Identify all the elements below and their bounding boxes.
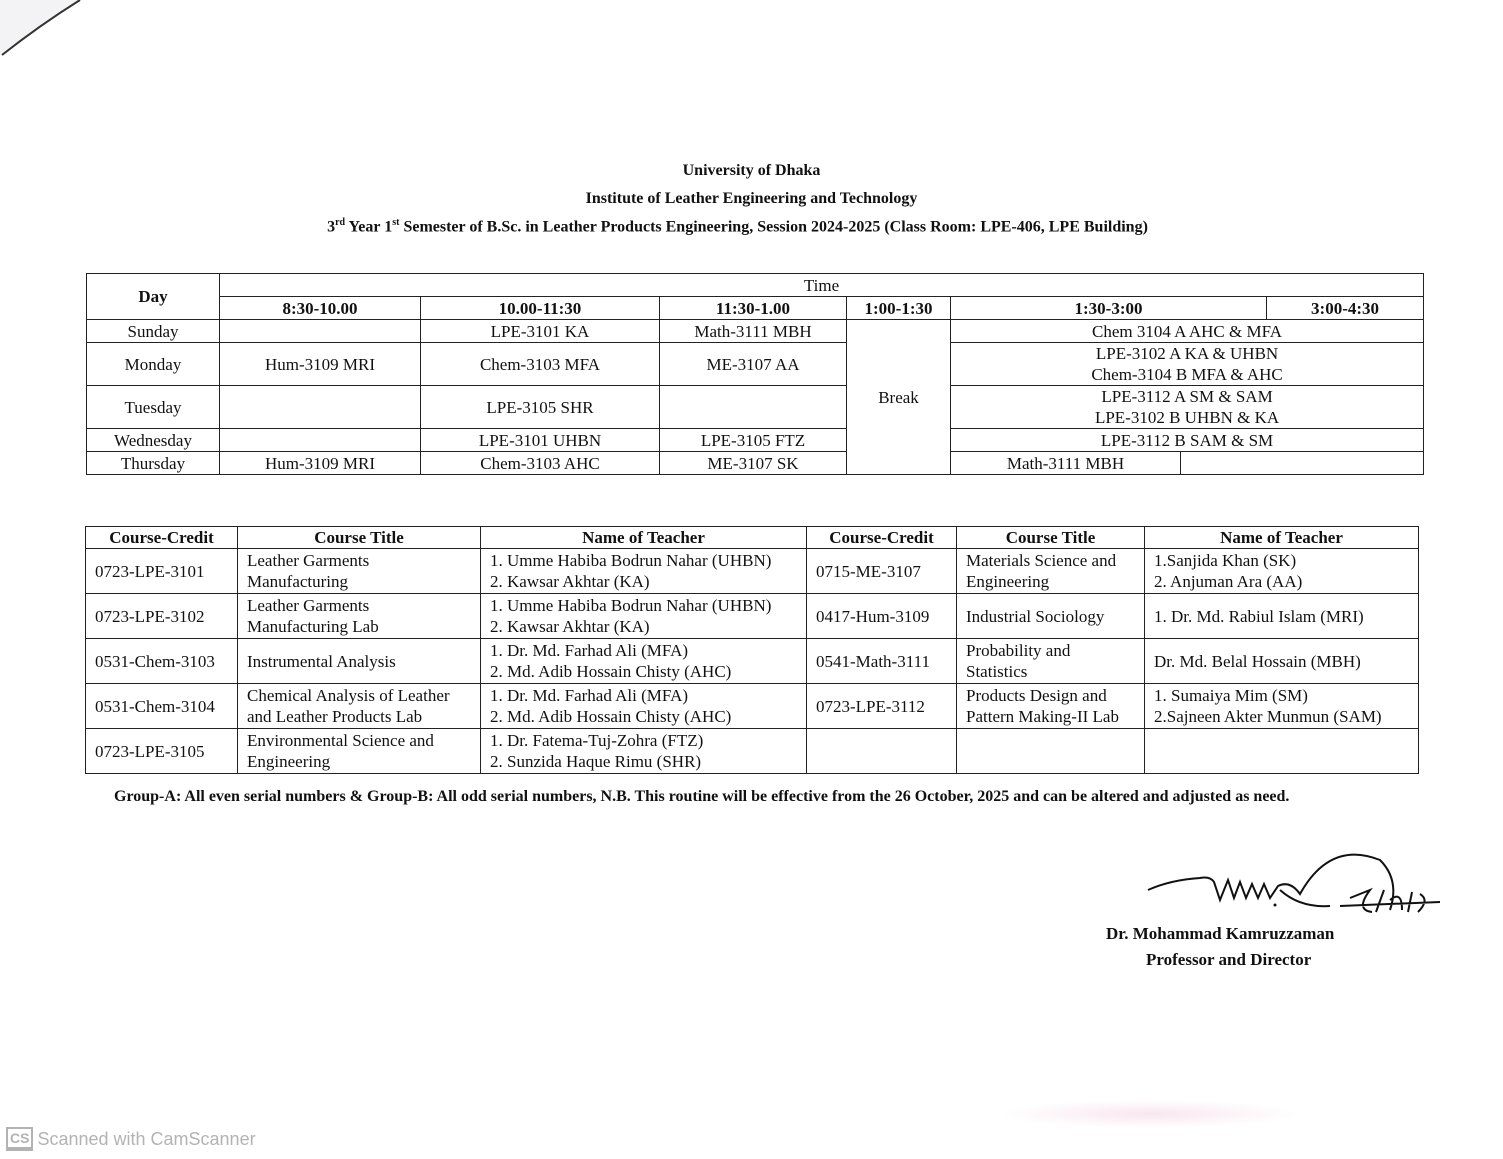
class-cell: LPE-3101 UHBN (421, 429, 660, 452)
course-code: 0417-Hum-3109 (807, 594, 957, 639)
teacher-names: 1. Sumaiya Mim (SM) 2.Sajneen Akter Munmun (SAM) (1145, 684, 1419, 729)
lab-cell: LPE-3112 A SM & SAM LPE-3102 B UHBN & KA (951, 386, 1424, 429)
class-cell (220, 386, 421, 429)
routine-row-thursday (87, 452, 1424, 475)
class-cell: Math-3111 MBH (951, 452, 1181, 475)
course-title: Industrial Sociology (957, 594, 1145, 639)
slot-header: 3:00-4:30 (1267, 297, 1424, 320)
course-code: 0531-Chem-3103 (86, 639, 238, 684)
teacher-names (1145, 729, 1419, 774)
handwritten-signature (1140, 850, 1450, 930)
class-cell: Math-3111 MBH (660, 320, 847, 343)
class-cell: ME-3107 SK (660, 452, 847, 475)
lab-cell: LPE-3102 A KA & UHBN Chem-3104 B MFA & AHC (951, 343, 1424, 386)
class-cell: Chem-3103 AHC (421, 452, 660, 475)
course-row (86, 729, 1419, 774)
course-title: Chemical Analysis of Leather and Leather Products Lab (238, 684, 481, 729)
course-code: 0723-LPE-3105 (86, 729, 238, 774)
course-title: Materials Science and Engineering (957, 549, 1145, 594)
scan-smudge (1000, 1100, 1300, 1128)
day-cell: Sunday (87, 320, 220, 343)
course-code: 0723-LPE-3102 (86, 594, 238, 639)
course-title: Probability and Statistics (957, 639, 1145, 684)
slot-header: 8:30-10.00 (220, 297, 421, 320)
day-header: Day (87, 274, 220, 320)
course-row (86, 594, 1419, 639)
teacher-names: 1. Dr. Fatema-Tuj-Zohra (FTZ) 2. Sunzida Haque Rimu (SHR) (481, 729, 807, 774)
col-header: Name of Teacher (1145, 527, 1419, 549)
time-header: Time (220, 274, 1424, 297)
course-code: 0715-ME-3107 (807, 549, 957, 594)
day-cell: Tuesday (87, 386, 220, 429)
day-cell: Thursday (87, 452, 220, 475)
class-routine-table (86, 273, 1424, 475)
course-row (86, 549, 1419, 594)
slot-header: 1:00-1:30 (847, 297, 951, 320)
signatory-title: Professor and Director (1146, 950, 1312, 969)
routine-note: Group-A: All even serial numbers & Group-B: All odd serial numbers, N.B. This routine will be effective from the 26 October, 2025 and can be altered and adjusted as need. (114, 788, 1290, 805)
university-name: University of Dhaka (682, 162, 821, 179)
semester-title: 3rd Year 1st Semester of B.Sc. in Leather Products Engineering, Session 2024-2025 (Class Room: LPE-406, LPE Building) (327, 217, 1148, 236)
class-cell (220, 320, 421, 343)
routine-row-wednesday (87, 429, 1424, 452)
teacher-names: Dr. Md. Belal Hossain (MBH) (1145, 639, 1419, 684)
class-cell: Hum-3109 MRI (220, 452, 421, 475)
class-cell: LPE-3101 KA (421, 320, 660, 343)
course-row (86, 639, 1419, 684)
course-code: 0531-Chem-3104 (86, 684, 238, 729)
routine-row-monday (87, 343, 1424, 386)
course-title: Instrumental Analysis (238, 639, 481, 684)
break-cell: Break (847, 320, 951, 475)
teacher-names: 1.Sanjida Khan (SK) 2. Anjuman Ara (AA) (1145, 549, 1419, 594)
course-title: Leather Garments Manufacturing (238, 549, 481, 594)
col-header: Course Title (957, 527, 1145, 549)
course-title: Environmental Science and Engineering (238, 729, 481, 774)
course-code (807, 729, 957, 774)
signatory-name: Dr. Mohammad Kamruzzaman (1106, 924, 1335, 943)
class-cell: LPE-3105 FTZ (660, 429, 847, 452)
class-cell: ME-3107 AA (660, 343, 847, 386)
course-title: Leather Garments Manufacturing Lab (238, 594, 481, 639)
class-cell: LPE-3105 SHR (421, 386, 660, 429)
col-header: Name of Teacher (481, 527, 807, 549)
teacher-names: 1. Umme Habiba Bodrun Nahar (UHBN) 2. Kawsar Akhtar (KA) (481, 549, 807, 594)
course-title (957, 729, 1145, 774)
scanner-watermark (6, 1127, 256, 1151)
page-corner-fold (0, 0, 110, 60)
slot-header: 10.00-11:30 (421, 297, 660, 320)
teacher-names: 1. Umme Habiba Bodrun Nahar (UHBN) 2. Kawsar Akhtar (KA) (481, 594, 807, 639)
col-header: Course-Credit (86, 527, 238, 549)
slot-header: 11:30-1.00 (660, 297, 847, 320)
slot-header: 1:30-3:00 (951, 297, 1267, 320)
class-cell: Hum-3109 MRI (220, 343, 421, 386)
teacher-names: 1. Dr. Md. Farhad Ali (MFA) 2. Md. Adib Hossain Chisty (AHC) (481, 639, 807, 684)
watermark-text: Scanned with CamScanner (37, 1128, 256, 1149)
institute-name: Institute of Leather Engineering and Technology (585, 190, 918, 207)
teacher-names: 1. Dr. Md. Rabiul Islam (MRI) (1145, 594, 1419, 639)
lab-cell: LPE-3112 B SAM & SM (951, 429, 1424, 452)
class-cell (1181, 452, 1424, 475)
routine-row-sunday (87, 320, 1424, 343)
routine-row-tuesday (87, 386, 1424, 429)
col-header: Course-Credit (807, 527, 957, 549)
camscanner-logo-icon: CS (6, 1127, 33, 1151)
course-teacher-table (85, 526, 1419, 774)
day-cell: Wednesday (87, 429, 220, 452)
teacher-names: 1. Dr. Md. Farhad Ali (MFA) 2. Md. Adib Hossain Chisty (AHC) (481, 684, 807, 729)
course-title: Products Design and Pattern Making-II Lab (957, 684, 1145, 729)
course-code: 0541-Math-3111 (807, 639, 957, 684)
class-cell (220, 429, 421, 452)
class-cell: Chem-3103 MFA (421, 343, 660, 386)
class-cell (660, 386, 847, 429)
course-code: 0723-LPE-3112 (807, 684, 957, 729)
course-code: 0723-LPE-3101 (86, 549, 238, 594)
lab-cell: Chem 3104 A AHC & MFA (951, 320, 1424, 343)
col-header: Course Title (238, 527, 481, 549)
day-cell: Monday (87, 343, 220, 386)
course-row (86, 684, 1419, 729)
